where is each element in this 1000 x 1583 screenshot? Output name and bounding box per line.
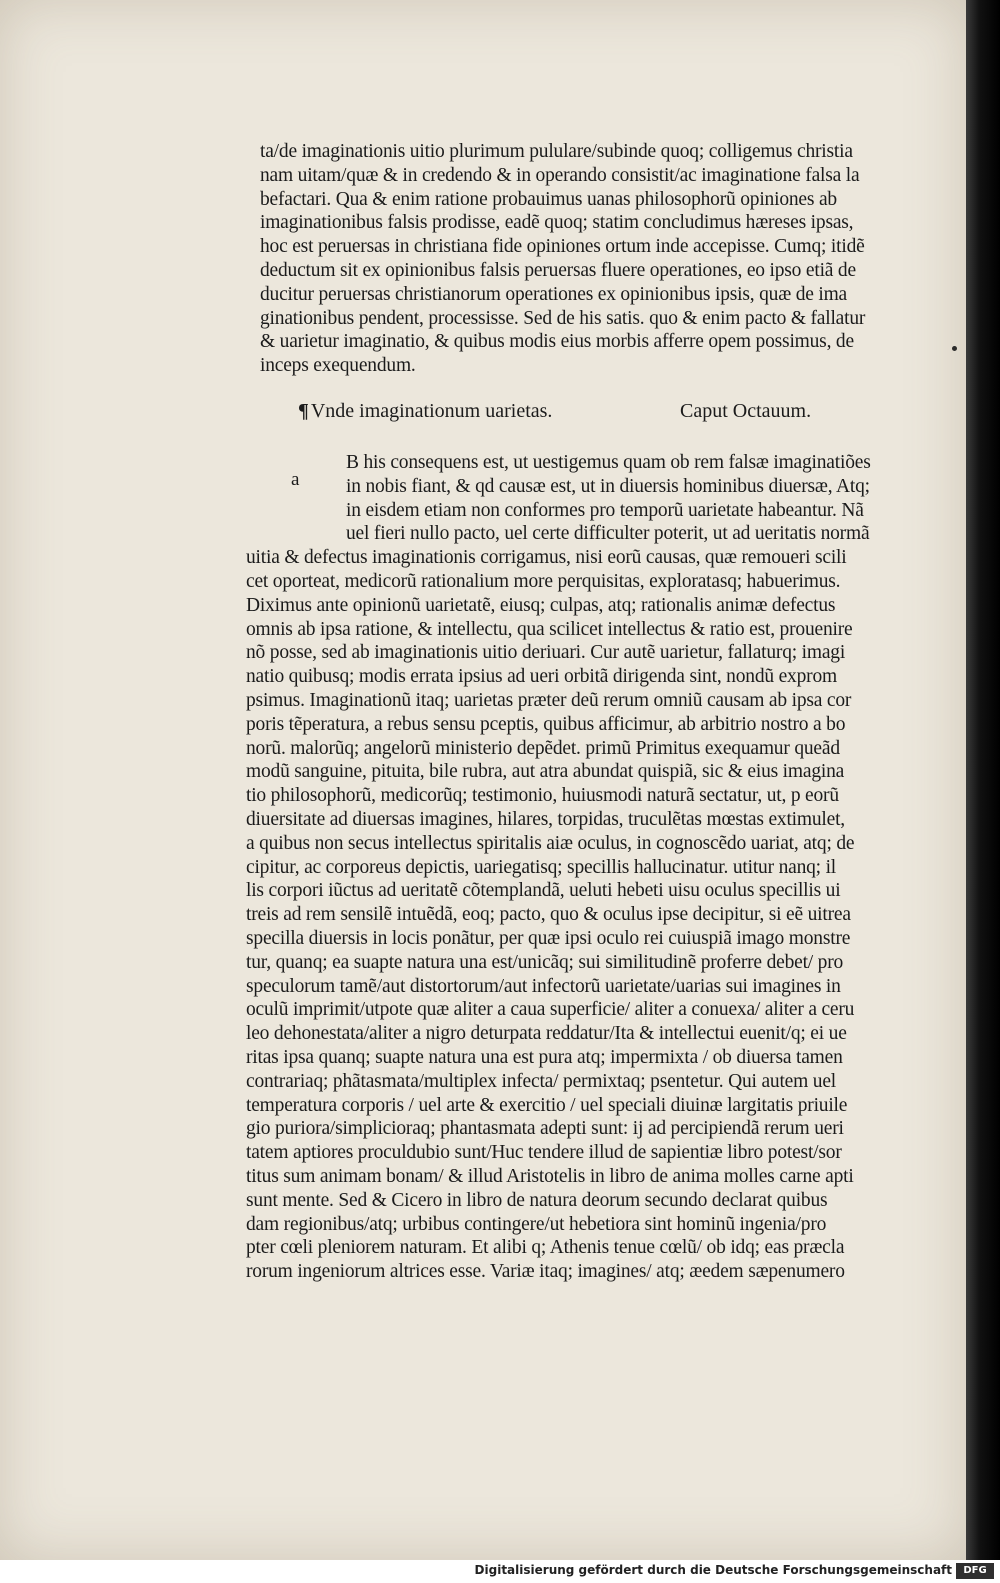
text-line: natio quibusq; modis errata ipsius ad ueri orbitã dirigenda sint, nondũ exprom: [246, 666, 837, 688]
text-line: leo dehonestata/aliter a nigro deturpata reddatur/Ita & intellectui euenit/q; ei ue: [246, 1023, 847, 1045]
text-line: contrariaq; phãtasmata/multiplex infecta/ permixtaq; psentetur. Qui autem uel: [246, 1070, 836, 1092]
text-line: specilla diuersis in locis ponãtur, per quæ ipsi oculo rei cuiuspiã imago monstre: [246, 927, 851, 949]
text-line: deductum sit ex opinionibus falsis peruersas fluere operationes, eo ipso etiã de: [260, 259, 856, 281]
text-line: ginationibus pendent, processisse. Sed de his satis. quo & enim pacto & fallatur: [260, 307, 866, 329]
text-line: uitia & defectus imaginationis corrigamus, nisi eorũ causas, quæ remoueri scili: [246, 547, 847, 569]
text-line: nam uitam/quæ & in credendo & in operando consistit/ac imaginatione falsa la: [260, 164, 860, 186]
text-line: rorum ingeniorum altrices esse. Variæ itaq; imagines/ atq; æedem sæpenumero: [246, 1261, 845, 1283]
text-line: & uarietur imaginatio, & quibus modis eius morbis afferre opem possimus, de: [260, 331, 854, 353]
text-line: lis corpori iũctus ad ueritatẽ cõtemplandã, ueluti hebeti uisu oculus specillis ui: [246, 880, 841, 902]
text-line: in eisdem etiam non conformes pro temporũ uarietate habeantur. Nã: [346, 499, 864, 521]
text-line: cet oporteat, medicorũ rationalium more perquisitas, exploratasq; habuerimus.: [246, 570, 841, 592]
text-line: oculũ imprimit/utpote quæ aliter a caua superficie/ aliter a conuexa/ aliter a ceru: [246, 999, 855, 1021]
text-line: modũ sanguine, pituita, bile rubra, aut atra abundat quispiã, sic & eius imagina: [246, 761, 845, 783]
text-line: ducitur peruersas christianorum operationes ex opinionibus ipsis, quæ de ima: [260, 283, 848, 305]
text-line: uel fieri nullo pacto, uel certe difficulter poterit, ut ad ueritatis normã: [346, 523, 870, 545]
text-line: dam regionibus/atq; urbibus contingere/ut hebetiora sint hominũ ingenia/pro: [246, 1213, 827, 1235]
text-line: Diximus ante opinionũ uarietatẽ, eiusq; culpas, atq; rationalis animæ defectus: [246, 594, 836, 616]
ink-speck: [952, 346, 957, 351]
text-line: sunt mente. Sed & Cicero in libro de natura deorum secundo declarat quibus: [246, 1189, 828, 1211]
heading-title: Vnde imaginationum uarietas.: [310, 400, 553, 422]
chapter-label: Caput Octauum.: [680, 400, 812, 422]
text-line: treis ad rem sensilẽ intuẽdã, eoq; pacto, quo & oculus ipse decipitur, si eẽ uitrea: [246, 904, 851, 926]
text-line: ta/de imaginationis uitio plurimum pululare/subinde quoq; colligemus christia: [260, 141, 853, 162]
text-line: nõ posse, sed ab imaginationis uitio deriuari. Cur autẽ uarietur, fallaturq; imagi: [246, 642, 846, 664]
text-line: gio puriora/simplicioraq; phantasmata adepti sunt: ij ad percipiendã rerum ueri: [246, 1118, 844, 1140]
text-line: ritas ipsa quanq; suapte natura una est pura atq; impermixta / ob diuersa tamen: [246, 1046, 843, 1068]
text-line: diuersitate ad diuersas imagines, hilares, torpidas, truculẽtas mœstas extimulet,: [246, 808, 845, 830]
text-line: norũ. malorũq; angelorũ ministerio depẽdet. primũ Primitus exequamur queãd: [246, 737, 840, 759]
text-line: tur, quanq; ea suapte natura una est/unicãq; sui similitudinẽ proferre debet/ pro: [246, 951, 844, 973]
top-paragraph: [260, 140, 966, 378]
page-edge-shadow: [966, 0, 1000, 1560]
text-line: titus sum animam bonam/ & illud Aristotelis in libro de anima molles carne apti: [246, 1165, 854, 1187]
text-line: in nobis fiant, & qd causæ est, ut in diuersis hominibus diuersæ, Atq;: [346, 475, 870, 497]
text-line: hoc est peruersas in christiana fide opiniones ortum inde accepisse. Cumq; itidẽ: [260, 236, 865, 258]
margin-note-letter: a: [291, 469, 300, 490]
text-line: inceps exequendum.: [260, 355, 416, 377]
text-line: befactari. Qua & enim ratione probauimus uanas philosophorũ opiniones ab: [260, 188, 837, 210]
text-line: B his consequens est, ut uestigemus quam ob rem falsæ imaginatiões: [346, 452, 871, 473]
funding-credit: Digitalisierung gefördert durch die Deutsche Forschungsgemeinschaft: [474, 1563, 952, 1577]
text-line: tatem aptiores proculdubio sunt/Huc tendere illud de sapientiæ libro potest/sor: [246, 1142, 842, 1164]
dfg-logo: DFG: [956, 1563, 994, 1579]
text-line: imaginationibus falsis prodisse, eadẽ quoq; statim concludimus hæreses ipsas,: [260, 212, 854, 234]
text-line: a quibus non secus intellectus spiritalis aiæ oculus, in cognoscẽdo uariat, atq; de: [246, 832, 855, 854]
text-line: pter cœli pleniorem naturam. Et alibi q; Athenis tenue cœlũ/ ob idq; eas præcla: [246, 1237, 845, 1259]
text-line: psimus. Imaginationũ itaq; uarietas præter deũ rerum omniũ causam ab ipsa cor: [246, 689, 852, 711]
body-text: [246, 451, 966, 1284]
text-line: tio philosophorũ, medicorũq; testimonio, huiusmodi naturã sectatur, ut, p eorũ: [246, 785, 839, 807]
text-line: omnis ab ipsa ratione, & intellectu, qua scilicet intellectus & ratio est, prouenire: [246, 618, 853, 640]
footer-bar: [0, 1560, 1000, 1583]
text-line: temperatura corporis / uel arte & exercitio / uel speciali diuinæ largitatis priuile: [246, 1094, 848, 1116]
chapter-heading: [298, 400, 938, 430]
text-line: speculorum tamẽ/aut distortorum/aut infectorũ uarietate/uarias sui imagines in: [246, 975, 841, 997]
text-line: cipitur, ac corporeus depictis, uariegatisq; specillis hallucinatur. utitur nanq; il: [246, 856, 837, 878]
pilcrow-mark: ¶: [298, 400, 309, 422]
text-line: poris tẽperatura, a rebus sensu pceptis, quibus afficimur, ab arbitrio nostro a bo: [246, 713, 846, 735]
